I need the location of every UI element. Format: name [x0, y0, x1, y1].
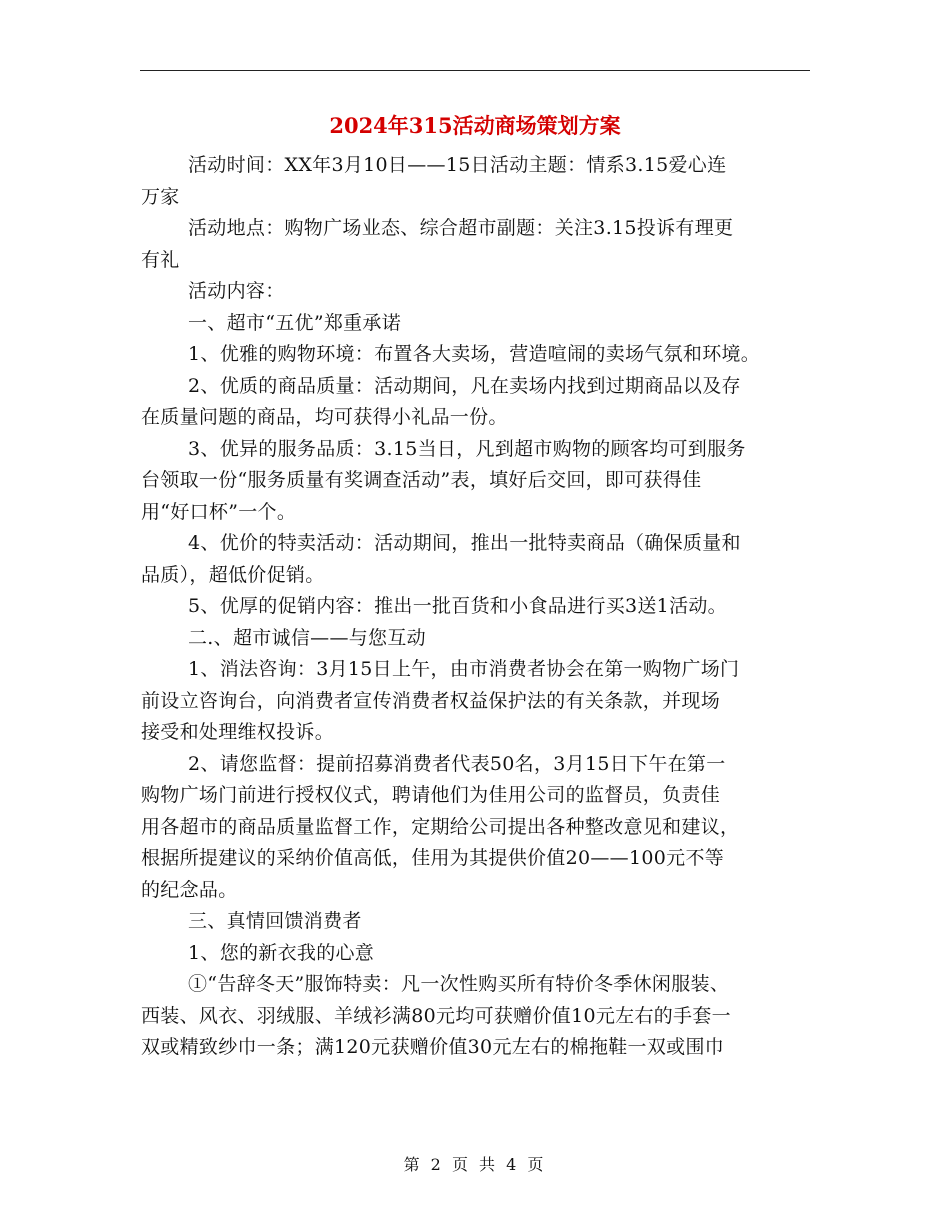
section2-item2: 2、请您监督：提前招募消费者代表50名，3月15日下午在第一 [188, 752, 726, 775]
section3-item1: ①“告辞冬天”服饰特卖：凡一次性购买所有特价冬季休闲服装、 [188, 973, 730, 995]
section1-item4: 4、优价的特卖活动：活动期间，推出一批特卖商品（确保质量和 [188, 532, 741, 554]
header-rule [140, 70, 810, 71]
activity-content-label: 活动内容： [188, 280, 285, 302]
section-heading-3: 三、真情回馈消费者 [188, 910, 362, 932]
section2-item2-cont2: 用各超市的商品质量监督工作，定期给公司提出各种整改意见和建议， [141, 815, 740, 838]
section1-item5: 5、优厚的促销内容：推出一批百货和小食品进行买3送1活动。 [188, 595, 727, 617]
page-number-footer: 第 2 页 共 4 页 [403, 1155, 547, 1174]
section3-item1-cont: 西装、风衣、羽绒服、羊绒衫满80元均可获赠价值10元左右的手套一 [141, 1004, 731, 1027]
section1-item3: 3、优异的服务品质：3.15当日，凡到超市购物的顾客均可到服务 [188, 437, 746, 460]
document-body [141, 150, 811, 1064]
section-heading-2: 二.、超市诚信——与您互动 [188, 626, 426, 649]
activity-location-line: 活动地点：购物广场业态、综合超市副题：关注3.15投诉有理更 [188, 217, 734, 239]
section1-item1: 1、优雅的购物环境：布置各大卖场，营造喧闹的卖场气氛和环境。 [188, 343, 761, 365]
document-title: 2024年315活动商场策划方案 [329, 113, 621, 138]
activity-time-line-cont: 万家 [141, 185, 180, 208]
section1-item3-cont: 台领取一份“服务质量有奖调查活动”表，填好后交回，即可获得佳 [141, 469, 702, 491]
section1-item2-cont: 在质量问题的商品，均可获得小礼品一份。 [141, 406, 508, 428]
section2-item1-cont2: 接受和处理维权投诉。 [141, 721, 335, 743]
section1-item4-cont: 品质），超低价促销。 [141, 563, 325, 586]
section2-item2-cont4: 的纪念品。 [141, 878, 238, 901]
activity-time-line: 活动时间：XX年3月10日——15日活动主题：情系3.15爱心连 [188, 154, 727, 176]
section3-item1-cont2: 双或精致纱巾一条；满120元获赠价值30元左右的棉拖鞋一双或围巾 [141, 1036, 725, 1058]
section2-item2-cont: 购物广场门前进行授权仪式，聘请他们为佳用公司的监督员，负责佳 [141, 784, 721, 806]
section2-item2-cont3: 根据所提建议的采纳价值高低，佳用为其提供价值20——100元不等 [141, 847, 725, 869]
section-heading-1: 一、超市“五优”郑重承诺 [188, 311, 402, 334]
section1-item2: 2、优质的商品质量：活动期间，凡在卖场内找到过期商品以及存 [188, 374, 741, 397]
section2-item1-cont: 前设立咨询台，向消费者宣传消费者权益保护法的有关条款，并现场 [141, 689, 721, 712]
activity-location-line-cont: 有礼 [141, 248, 180, 271]
section2-item1: 1、消法咨询：3月15日上午，由市消费者协会在第一购物广场门 [188, 658, 740, 680]
section1-item3-cont2: 用“好口杯”一个。 [141, 500, 297, 523]
section3-subheading-1: 1、您的新衣我的心意 [188, 941, 375, 964]
